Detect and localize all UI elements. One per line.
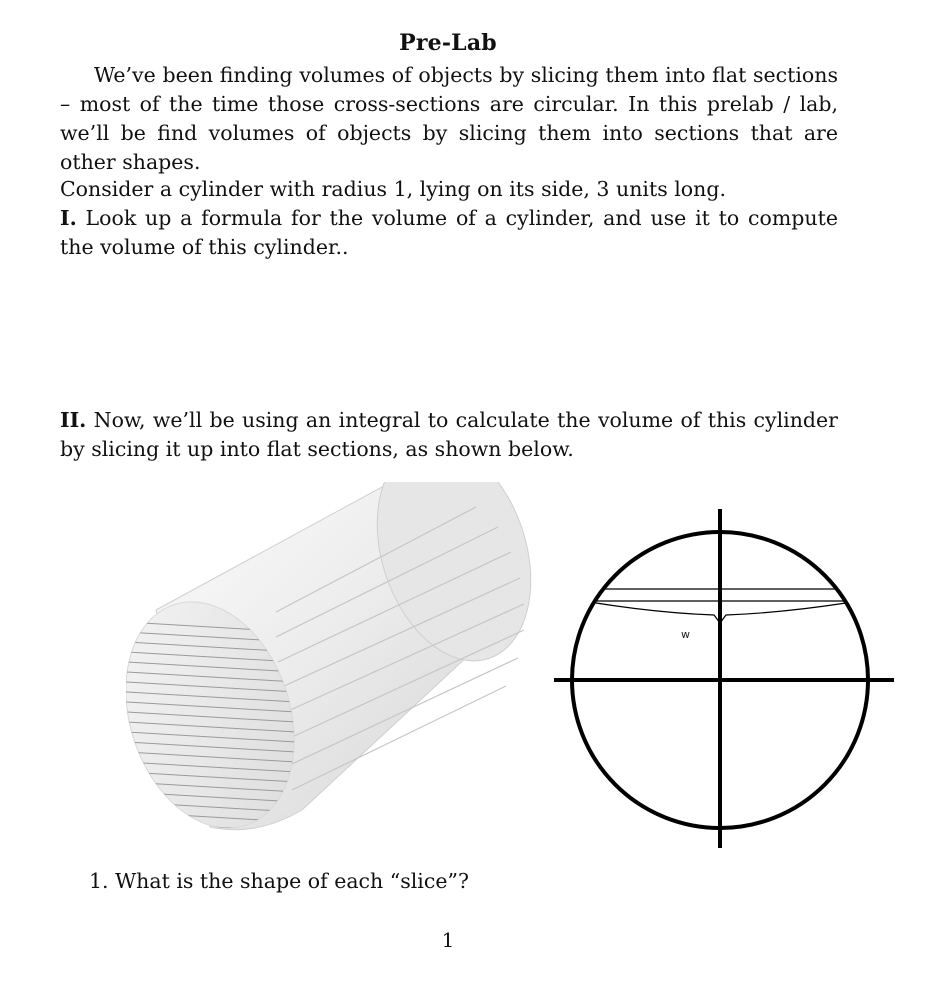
page-title: Pre-Lab <box>399 30 497 56</box>
intro-paragraph: We’ve been finding volumes of objects by slicing them into flat sections – most of the time those cross-sections are circular. In this prelab / lab, we’ll be find volumes of objects by slicing them into sections that are other shapes. <box>60 63 838 174</box>
part-one-label: I. <box>60 206 77 230</box>
part-one <box>60 204 838 262</box>
part-two <box>60 406 838 464</box>
part-one-text: Look up a formula for the volume of a cylinder, and use it to compute the volume of this cylinder.. <box>60 206 838 259</box>
circle-cross-section-figure <box>550 505 896 850</box>
question-one <box>89 869 469 893</box>
part-two-label: II. <box>60 408 87 432</box>
part-two-text: Now, we’ll be using an integral to calculate the volume of this cylinder by slicing it up into flat sections, as shown below. <box>60 408 838 461</box>
consider-text: Consider a cylinder with radius 1, lying on its side, 3 units long. <box>60 177 726 201</box>
question-one-text: What is the shape of each “slice”? <box>115 869 469 893</box>
question-one-number: 1. <box>89 869 109 893</box>
width-label: w <box>681 628 690 641</box>
sliced-cylinder-figure <box>126 482 532 832</box>
page-number: 1 <box>441 928 455 952</box>
